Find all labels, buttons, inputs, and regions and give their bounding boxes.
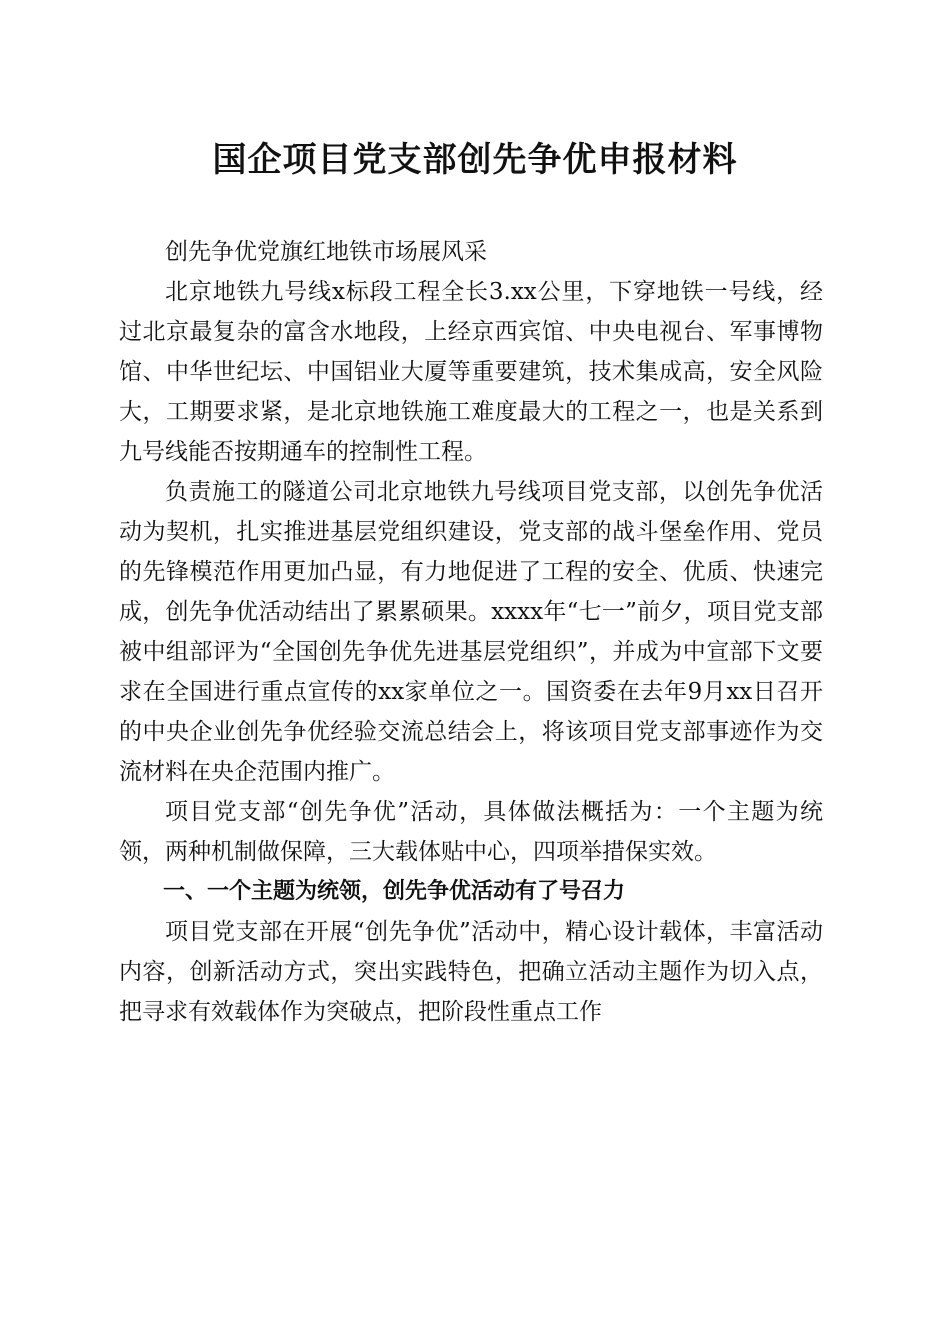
paragraph-project-overview: 北京地铁九号线x标段工程全长3.xx公里，下穿地铁一号线，经过北京最复杂的富含水地段，上经京西宾馆、中央电视台、军事博物馆、中华世纪坛、中国铝业大厦等重要建筑，技术集成高，安全风险大，工期要求紧，是北京地铁施工难度最大的工程之一，也是关系到九号线能否按期通车的控制性工程。 — [119, 279, 823, 465]
paragraph-party-branch-achievements: 负责施工的隧道公司北京地铁九号线项目党支部，以创先争优活动为契机，扎实推进基层党组织建设，党支部的战斗堡垒作用、党员的先锋模范作用更加凸显，有力地促进了工程的安全、优质、快速完成，创先争优活动结出了累累硕果。xxxx年“七一”前夕，项目党支部被中组部评为“全国创先争优先进基层党组织”，并成为中宣部下文要求在全国进行重点宣传的xx家单位之一。国资委在去年9月xx日召开的中央企业创先争优经验交流总结会上，将该项目党支部事迹作为交流材料在央企范围内推广。 — [119, 479, 823, 785]
section-heading: 一、一个主题为统领，创先争优活动有了号召力 — [163, 879, 626, 904]
paragraph-method-summary: 项目党支部“创先争优”活动，具体做法概括为：一个主题为统领，两种机制做保障，三大载体贴中心，四项举措保实效。 — [119, 799, 823, 865]
subtitle: 创先争优党旗红地铁市场展风采 — [165, 239, 487, 265]
document-title: 国企项目党支部创先争优申报材料 — [212, 140, 738, 180]
document-body — [119, 232, 823, 1032]
section-paragraph: 项目党支部在开展“创先争优”活动中，精心设计载体，丰富活动内容，创新活动方式，突出实践特色，把确立活动主题作为切入点，把寻求有效载体作为突破点，把阶段性重点工作 — [119, 919, 823, 1025]
